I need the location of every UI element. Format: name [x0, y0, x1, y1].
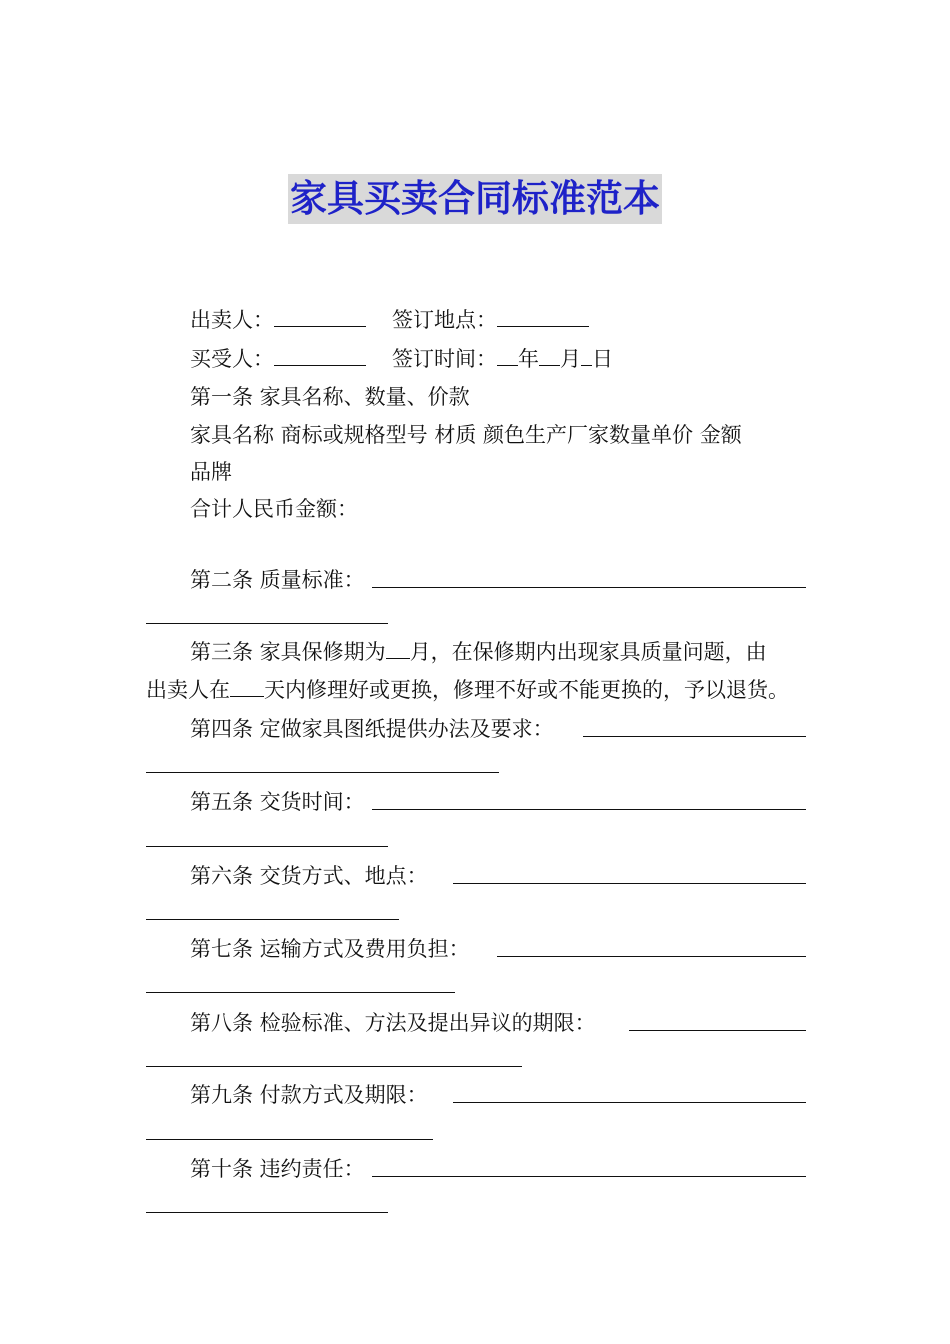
- clause-1-brand: 品牌: [190, 460, 232, 484]
- seller-label: 出卖人：: [190, 308, 274, 332]
- clause-1-table-header: 家具名称 商标或规格型号 材质 颜色生产厂家数量单价 金额: [190, 423, 742, 447]
- buyer-blank: [274, 345, 366, 366]
- clause-7-blank: [497, 956, 806, 957]
- clause-8-blank-cont: [146, 1066, 522, 1067]
- clause-9-blank-cont: [146, 1139, 433, 1140]
- clause-5-blank: [372, 809, 806, 810]
- clause-5: 第五条 交货时间：: [190, 790, 365, 814]
- month-blank: [539, 345, 560, 366]
- clause-7: 第七条 运输方式及费用负担：: [190, 937, 470, 961]
- year-blank: [497, 345, 518, 366]
- sign-time-label: 签订时间：: [392, 347, 497, 371]
- clause-1-total: 合计人民币金额：: [190, 497, 358, 521]
- clause-9-blank: [453, 1102, 806, 1103]
- seller-blank: [274, 306, 366, 327]
- year-label: 年: [518, 347, 539, 371]
- clause-1-heading: 第一条 家具名称、数量、价款: [190, 385, 470, 409]
- clause-8: 第八条 检验标准、方法及提出异议的期限：: [190, 1011, 596, 1035]
- buyer-line: [190, 345, 613, 373]
- clause-6-blank: [453, 883, 806, 884]
- clause-10: 第十条 违约责任：: [190, 1157, 365, 1181]
- clause-8-blank: [629, 1030, 806, 1031]
- sign-place-label: 签订地点：: [392, 308, 497, 332]
- day-blank: [581, 345, 592, 366]
- clause-7-blank-cont: [146, 992, 455, 993]
- warranty-months-blank: [386, 638, 410, 659]
- repair-days-blank: [230, 676, 264, 697]
- month-label: 月: [560, 347, 581, 371]
- day-label: 日: [592, 347, 613, 371]
- clause-6-blank-cont: [146, 919, 399, 920]
- clause-10-blank-cont: [146, 1212, 388, 1213]
- clause-5-blank-cont: [146, 846, 388, 847]
- clause-10-blank: [372, 1176, 806, 1177]
- clause-2: [190, 566, 365, 594]
- clause-6: 第六条 交货方式、地点：: [190, 864, 428, 888]
- seller-line: [190, 306, 589, 334]
- document-title: 家具买卖合同标准范本: [288, 174, 662, 224]
- clause-2-blank-cont: [146, 623, 388, 624]
- clause-4-blank-cont: [146, 772, 499, 773]
- sign-place-blank: [497, 306, 589, 327]
- clause-4: 第四条 定做家具图纸提供办法及要求：: [190, 717, 554, 741]
- clause-4-blank: [583, 736, 806, 737]
- clause-9: 第九条 付款方式及期限：: [190, 1083, 428, 1107]
- clause-3-line-1: 第三条 家具保修期为 月，在保修期内出现家具质量问题，由: [190, 640, 767, 664]
- clause-3-line-2: 出卖人在 天内修理好或更换，修理不好或不能更换的，予以退货。: [146, 678, 789, 702]
- clause-2-label: 第二条 质量标准：: [190, 568, 365, 592]
- buyer-label: 买受人：: [190, 347, 274, 371]
- clause-2-blank: [372, 587, 806, 588]
